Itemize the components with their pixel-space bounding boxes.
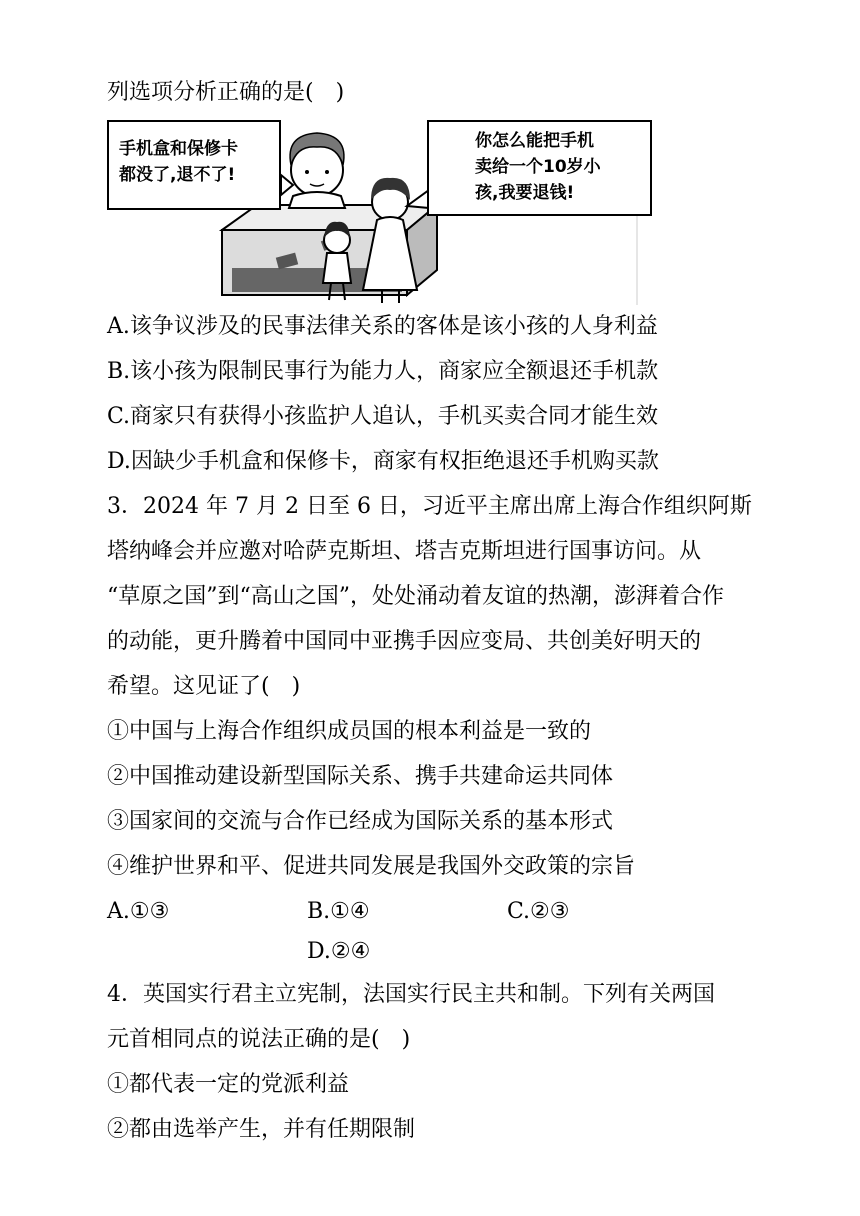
speech-bubble-parent: [427, 120, 652, 216]
bubble-parent-line-1: 你怎么能把手机: [475, 131, 594, 151]
q3-choice-d: D.②④: [307, 939, 371, 964]
q2-option-c: C.商家只有获得小孩监护人追认，手机买卖合同才能生效: [107, 404, 659, 429]
bubble-parent-line-2: 卖给一个10岁小: [475, 157, 601, 177]
q3-stem-line-5: 希望。这见证了( ): [107, 674, 301, 699]
q3-item-2: ②中国推动建设新型国际关系、携手共建命运共同体: [107, 764, 614, 789]
q4-stem-line-1: 4．英国实行君主立宪制，法国实行民主共和制。下列有关两国: [107, 982, 715, 1007]
cartoon-illustration: [107, 120, 652, 305]
q3-item-3: ③国家间的交流与合作已经成为国际关系的基本形式: [107, 809, 614, 834]
q4-item-2: ②都由选举产生，并有任期限制: [107, 1117, 416, 1142]
q3-stem-line-2: 塔纳峰会并应邀对哈萨克斯坦、塔吉克斯坦进行国事访问。从: [107, 539, 702, 564]
bubble-shopkeeper-line-1: 手机盒和保修卡: [119, 139, 238, 159]
q3-stem-line-4: 的动能，更升腾着中国同中亚携手因应变局、共创美好明天的: [107, 629, 702, 654]
q3-choice-a: A.①③: [107, 899, 170, 924]
q2-option-b: B.该小孩为限制民事行为能力人，商家应全额退还手机款: [107, 359, 659, 384]
q2-option-a: A.该争议涉及的民事法律关系的客体是该小孩的人身利益: [107, 314, 658, 339]
q4-stem-line-2: 元首相同点的说法正确的是( ): [107, 1027, 411, 1052]
q3-choice-b: B.①④: [307, 899, 370, 924]
speech-bubble-shopkeeper: [107, 120, 281, 210]
q3-item-4: ④维护世界和平、促进共同发展是我国外交政策的宗旨: [107, 854, 636, 879]
q2-option-d: D.因缺少手机盒和保修卡，商家有权拒绝退还手机购买款: [107, 449, 659, 474]
q3-stem-line-1: 3．2024 年 7 月 2 日至 6 日，习近平主席出席上海合作组织阿斯: [107, 494, 752, 519]
bubble-parent-line-3: 孩,我要退钱!: [475, 183, 575, 203]
q3-stem-line-3: “草原之国”到“高山之国”，处处涌动着友谊的热潮，澎湃着合作: [107, 584, 724, 609]
bubble-shopkeeper-line-2: 都没了,退不了!: [119, 165, 236, 185]
question-2-stem-tail: 列选项分析正确的是( ): [107, 80, 345, 105]
q3-choice-c: C.②③: [507, 899, 570, 924]
q4-item-1: ①都代表一定的党派利益: [107, 1072, 350, 1097]
q3-item-1: ①中国与上海合作组织成员国的根本利益是一致的: [107, 719, 592, 744]
